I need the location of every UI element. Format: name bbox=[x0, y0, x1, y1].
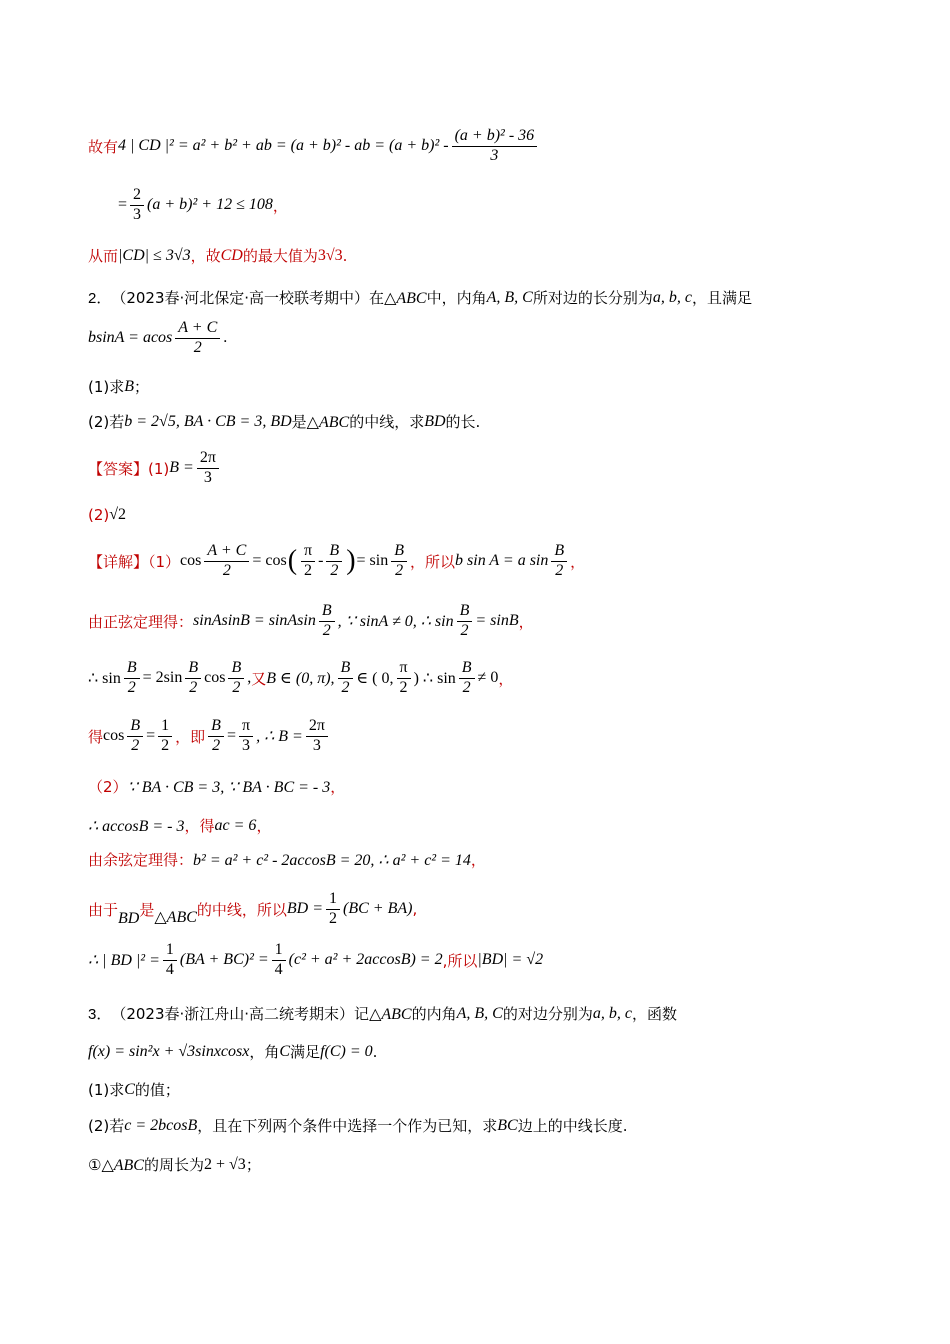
fraction bbox=[158, 718, 172, 755]
fraction-numerator: B bbox=[208, 718, 224, 737]
fraction bbox=[457, 603, 473, 640]
math-expression: BD = bbox=[286, 900, 324, 917]
fraction-numerator: 1 bbox=[326, 891, 340, 910]
triangle-label: △ABC bbox=[369, 1005, 412, 1023]
fraction bbox=[397, 660, 411, 697]
fraction-denominator: 2 bbox=[330, 561, 339, 579]
math-operator: - bbox=[318, 552, 324, 570]
math-expression: = 2sin bbox=[142, 669, 183, 687]
math-expression: = sinB bbox=[475, 612, 519, 630]
question-number: 3． bbox=[88, 1006, 112, 1023]
fraction bbox=[391, 543, 407, 580]
math-expression: = cos bbox=[252, 552, 287, 570]
fraction-numerator: π bbox=[301, 543, 315, 562]
fraction-denominator: 2 bbox=[399, 678, 408, 696]
fraction bbox=[197, 450, 219, 487]
text: 中，内角 bbox=[426, 289, 487, 307]
fraction bbox=[127, 718, 143, 755]
answer-line-2 bbox=[88, 506, 126, 524]
text-tail: ， bbox=[272, 196, 288, 215]
math-expression: ∴ sin bbox=[88, 670, 121, 688]
fraction bbox=[185, 660, 201, 697]
text: ，且在下列两个条件中选择一个作为已知，求 bbox=[197, 1117, 498, 1135]
paren-right: ) bbox=[346, 545, 356, 577]
math-operator: , bbox=[247, 669, 252, 687]
text-lead: 从而 bbox=[88, 247, 119, 265]
text: 是 bbox=[139, 900, 155, 919]
math-expression: |CD| ≤ 3√3 bbox=[118, 246, 191, 264]
math-variable: BD bbox=[118, 910, 140, 927]
fraction bbox=[204, 543, 249, 580]
fraction-denominator: 2 bbox=[341, 678, 350, 696]
math-variable: CD bbox=[220, 246, 243, 264]
detail-line-2 bbox=[88, 603, 534, 640]
solution-line-3 bbox=[88, 245, 347, 266]
fraction-numerator: B bbox=[459, 660, 475, 679]
math-variable: BC bbox=[497, 1116, 518, 1134]
solution-line-2 bbox=[118, 187, 288, 224]
side-labels: a, b, c bbox=[592, 1004, 632, 1022]
math-expression: cos bbox=[204, 669, 226, 687]
text-end: ， bbox=[330, 778, 346, 796]
math-value: 3√3 bbox=[317, 246, 343, 264]
text: ，函数 bbox=[631, 1005, 677, 1023]
fraction-numerator: π bbox=[239, 718, 253, 737]
detail-line-8 bbox=[88, 890, 417, 928]
text: 满足 bbox=[290, 1043, 321, 1061]
math-expression: , ∵ sinA ≠ 0, ∴ sin bbox=[337, 613, 454, 631]
fraction-denominator: 2 bbox=[462, 678, 471, 696]
fraction-numerator: 2π bbox=[306, 718, 328, 737]
text-lead: 得 bbox=[88, 727, 104, 746]
fraction-numerator: B bbox=[319, 603, 335, 622]
fraction-numerator: A + C bbox=[175, 320, 220, 339]
math-expression: f(C) = 0 bbox=[320, 1042, 373, 1060]
text-lead: 由余弦定理得： bbox=[88, 851, 194, 869]
math-operator: = bbox=[146, 727, 156, 745]
fraction-numerator: 2 bbox=[130, 187, 144, 206]
text: 所对边的长分别为 bbox=[532, 289, 653, 307]
text: 的长. bbox=[445, 413, 481, 431]
question-source: （2023春·浙江舟山·高二统考期末）记 bbox=[111, 1005, 370, 1023]
fraction-denominator: 3 bbox=[133, 205, 142, 223]
fraction-denominator: 2 bbox=[161, 736, 170, 754]
detail-label: 【详解】（1） bbox=[88, 552, 181, 571]
math-expression: ∴ accosB = - 3 bbox=[88, 817, 185, 835]
fraction-denominator: 2 bbox=[395, 561, 404, 579]
fraction-denominator: 2 bbox=[304, 561, 313, 579]
fraction-denominator: 2 bbox=[555, 561, 564, 579]
detail-line-5 bbox=[88, 776, 345, 797]
fraction-numerator: B bbox=[326, 543, 342, 562]
question-2-line-2 bbox=[88, 320, 227, 357]
fraction-numerator: B bbox=[185, 660, 201, 679]
part-label: (1)求 bbox=[88, 378, 125, 396]
text: ，且满足 bbox=[691, 289, 752, 307]
circled-number: ① bbox=[88, 1155, 102, 1174]
answer-label: 【答案】(1) bbox=[88, 459, 170, 478]
math-expression: ∵ BA · CB = 3, ∵ BA · BC = - 3 bbox=[127, 778, 331, 796]
text: 的值； bbox=[134, 1081, 180, 1099]
math-expression: (BC + BA) bbox=[343, 900, 413, 917]
fraction-denominator: 2 bbox=[329, 909, 338, 927]
fraction-denominator: 2 bbox=[131, 736, 140, 754]
text: 的对边分别为 bbox=[502, 1005, 593, 1023]
math-value: √2 bbox=[109, 506, 127, 523]
math-expression: ∈ ( 0, bbox=[356, 670, 394, 688]
fraction bbox=[452, 128, 538, 165]
math-expression: f(x) = sin²x + √3sinxcosx bbox=[88, 1042, 250, 1060]
fraction-denominator: 2 bbox=[232, 678, 241, 696]
fraction-denominator: 3 bbox=[203, 468, 212, 486]
math-equals: = bbox=[118, 196, 128, 214]
fraction-numerator: π bbox=[397, 660, 411, 679]
fraction bbox=[338, 660, 354, 697]
math-expression: (c² + a² + 2accosB) = 2 bbox=[288, 951, 443, 969]
angle-labels: A, B, C bbox=[486, 288, 533, 306]
math-expression: cos bbox=[180, 552, 202, 570]
text: ，得 bbox=[184, 817, 215, 835]
fraction-denominator: 4 bbox=[165, 960, 174, 978]
fraction bbox=[326, 543, 342, 580]
triangle-label: △ABC bbox=[384, 289, 427, 307]
detail-line-7 bbox=[88, 849, 486, 870]
fraction-numerator: 2π bbox=[197, 450, 219, 469]
math-variable: C bbox=[279, 1042, 291, 1060]
math-variable: B bbox=[124, 377, 135, 395]
fraction-denominator: 2 bbox=[193, 338, 202, 356]
math-expression: (BA + BC)² = bbox=[179, 951, 269, 969]
fraction bbox=[124, 660, 140, 697]
math-expression: B = bbox=[169, 459, 194, 477]
fraction-numerator: B bbox=[338, 660, 354, 679]
fraction bbox=[301, 543, 315, 580]
math-expression: 4 | CD |² = a² + b² + ab = (a + b)² - ab = (a + b)² - bbox=[118, 137, 449, 155]
question-3-condition-1 bbox=[88, 1154, 261, 1175]
part-label: (2)若 bbox=[88, 413, 125, 431]
fraction-denominator: 2 bbox=[189, 678, 198, 696]
fraction bbox=[326, 891, 340, 928]
fraction bbox=[319, 603, 335, 640]
math-expression: B ∈ (0, π), bbox=[266, 670, 335, 688]
text-end: ， bbox=[518, 612, 534, 631]
text-end: ， bbox=[256, 817, 272, 835]
text: 的中线，所以 bbox=[196, 900, 287, 919]
text: 的周长为 bbox=[143, 1156, 204, 1174]
math-expression: = sin bbox=[356, 552, 389, 570]
fraction-numerator: B bbox=[228, 660, 244, 679]
text-end: ， bbox=[470, 851, 486, 869]
text-lead: 由正弦定理得： bbox=[88, 612, 194, 631]
solution-line-1 bbox=[88, 128, 540, 165]
fraction-denominator: 2 bbox=[127, 678, 136, 696]
detail-line-6 bbox=[88, 815, 271, 836]
text-end: . bbox=[342, 246, 348, 265]
part-label: (1)求 bbox=[88, 1081, 125, 1099]
text-mid: ，故 bbox=[190, 247, 221, 265]
text-lead: （2） bbox=[88, 778, 128, 796]
triangle-label: △ABC bbox=[154, 909, 197, 926]
detail-line-3 bbox=[88, 660, 513, 697]
fraction-numerator: B bbox=[391, 543, 407, 562]
fraction-denominator: 2 bbox=[212, 736, 221, 754]
text-lead: 由于 bbox=[88, 900, 119, 919]
math-expression: bsinA = acos bbox=[88, 329, 173, 347]
text: 的内角 bbox=[411, 1005, 457, 1023]
fraction bbox=[272, 942, 286, 979]
answer-line-1 bbox=[88, 450, 222, 487]
fraction bbox=[163, 942, 177, 979]
fraction bbox=[459, 660, 475, 697]
math-variable: BD bbox=[424, 412, 446, 430]
fraction bbox=[130, 187, 144, 224]
fraction bbox=[551, 543, 567, 580]
answer-label: (2) bbox=[88, 506, 110, 524]
question-source: （2023春·河北保定·高一校联考期中）在 bbox=[111, 289, 385, 307]
text: ，所以 bbox=[410, 552, 456, 571]
fraction-numerator: 1 bbox=[158, 718, 172, 737]
part-label: (2)若 bbox=[88, 1117, 125, 1135]
text: ,所以 bbox=[442, 951, 478, 970]
fraction-numerator: (a + b)² - 36 bbox=[452, 128, 538, 147]
math-expression: ≠ 0 bbox=[477, 669, 499, 687]
question-3-part-2 bbox=[88, 1115, 628, 1136]
question-number: 2． bbox=[88, 290, 112, 307]
math-expression: sinAsinB = sinAsin bbox=[193, 612, 316, 630]
math-expression: b² = a² + c² - 2accosB = 20, ∴ a² + c² = 14 bbox=[193, 851, 471, 869]
side-labels: a, b, c bbox=[652, 288, 692, 306]
math-expression: |BD| = √2 bbox=[477, 951, 544, 969]
fraction bbox=[175, 320, 220, 357]
math-expression: ac = 6 bbox=[214, 816, 257, 834]
paren-left: ( bbox=[287, 545, 298, 577]
triangle-label: △ABC bbox=[101, 1156, 144, 1174]
fraction-denominator: 4 bbox=[274, 960, 283, 978]
fraction bbox=[306, 718, 328, 755]
text-end: ； bbox=[245, 1156, 261, 1174]
text-end: ， bbox=[498, 669, 514, 688]
fraction-denominator: 2 bbox=[222, 561, 231, 579]
question-3-part-1 bbox=[88, 1079, 180, 1100]
fraction-numerator: B bbox=[124, 660, 140, 679]
triangle-label: △ABC bbox=[306, 413, 350, 431]
math-expression: b sin A = a sin bbox=[455, 552, 549, 570]
text: 的中线，求 bbox=[349, 413, 425, 431]
text: 是 bbox=[291, 413, 307, 431]
detail-line-4 bbox=[88, 718, 331, 755]
math-expression: (a + b)² + 12 ≤ 108 bbox=[147, 196, 273, 214]
text: 的最大值为 bbox=[242, 247, 318, 265]
math-expression: cos bbox=[103, 727, 125, 745]
question-3-line-1 bbox=[88, 1003, 677, 1024]
fraction-numerator: B bbox=[551, 543, 567, 562]
text-end: , bbox=[412, 900, 418, 918]
math-expression: , ∴ B = bbox=[256, 728, 303, 746]
math-operator: = bbox=[226, 727, 236, 745]
question-3-line-2 bbox=[88, 1041, 377, 1062]
question-2-part-1 bbox=[88, 376, 149, 397]
text-end: . bbox=[223, 329, 228, 347]
math-value: 2 + √3 bbox=[204, 1155, 246, 1173]
fraction-denominator: 3 bbox=[242, 736, 251, 754]
fraction bbox=[239, 718, 253, 755]
math-condition: b = 2√5, BA · CB = 3, BD bbox=[124, 412, 292, 430]
text-end: ； bbox=[134, 378, 150, 396]
math-expression: ) ∴ sin bbox=[413, 670, 456, 688]
fraction-denominator: 2 bbox=[460, 621, 469, 639]
fraction-numerator: B bbox=[127, 718, 143, 737]
fraction bbox=[208, 718, 224, 755]
fraction-numerator: A + C bbox=[204, 543, 249, 562]
math-expression: ∴ | BD |² = bbox=[88, 952, 160, 970]
text: ，角 bbox=[249, 1043, 280, 1061]
text: 又 bbox=[251, 669, 267, 688]
fraction-numerator: 1 bbox=[163, 942, 177, 961]
detail-line-1 bbox=[88, 543, 585, 580]
fraction-denominator: 2 bbox=[322, 621, 331, 639]
text-end: ， bbox=[570, 552, 586, 571]
text-lead: 故有 bbox=[88, 137, 119, 156]
text: 边上的中线长度. bbox=[517, 1117, 628, 1135]
question-2-part-2 bbox=[88, 411, 480, 432]
text-end: . bbox=[372, 1042, 378, 1061]
fraction bbox=[228, 660, 244, 697]
fraction-numerator: B bbox=[457, 603, 473, 622]
detail-line-9 bbox=[88, 942, 543, 979]
math-condition: c = 2bcosB bbox=[124, 1116, 198, 1134]
text: ，即 bbox=[175, 727, 206, 746]
fraction-denominator: 3 bbox=[490, 146, 499, 164]
angle-labels: A, B, C bbox=[456, 1004, 503, 1022]
fraction-numerator: 1 bbox=[272, 942, 286, 961]
fraction-denominator: 3 bbox=[312, 736, 321, 754]
math-variable: C bbox=[124, 1080, 135, 1098]
question-2-line-1 bbox=[88, 287, 752, 308]
